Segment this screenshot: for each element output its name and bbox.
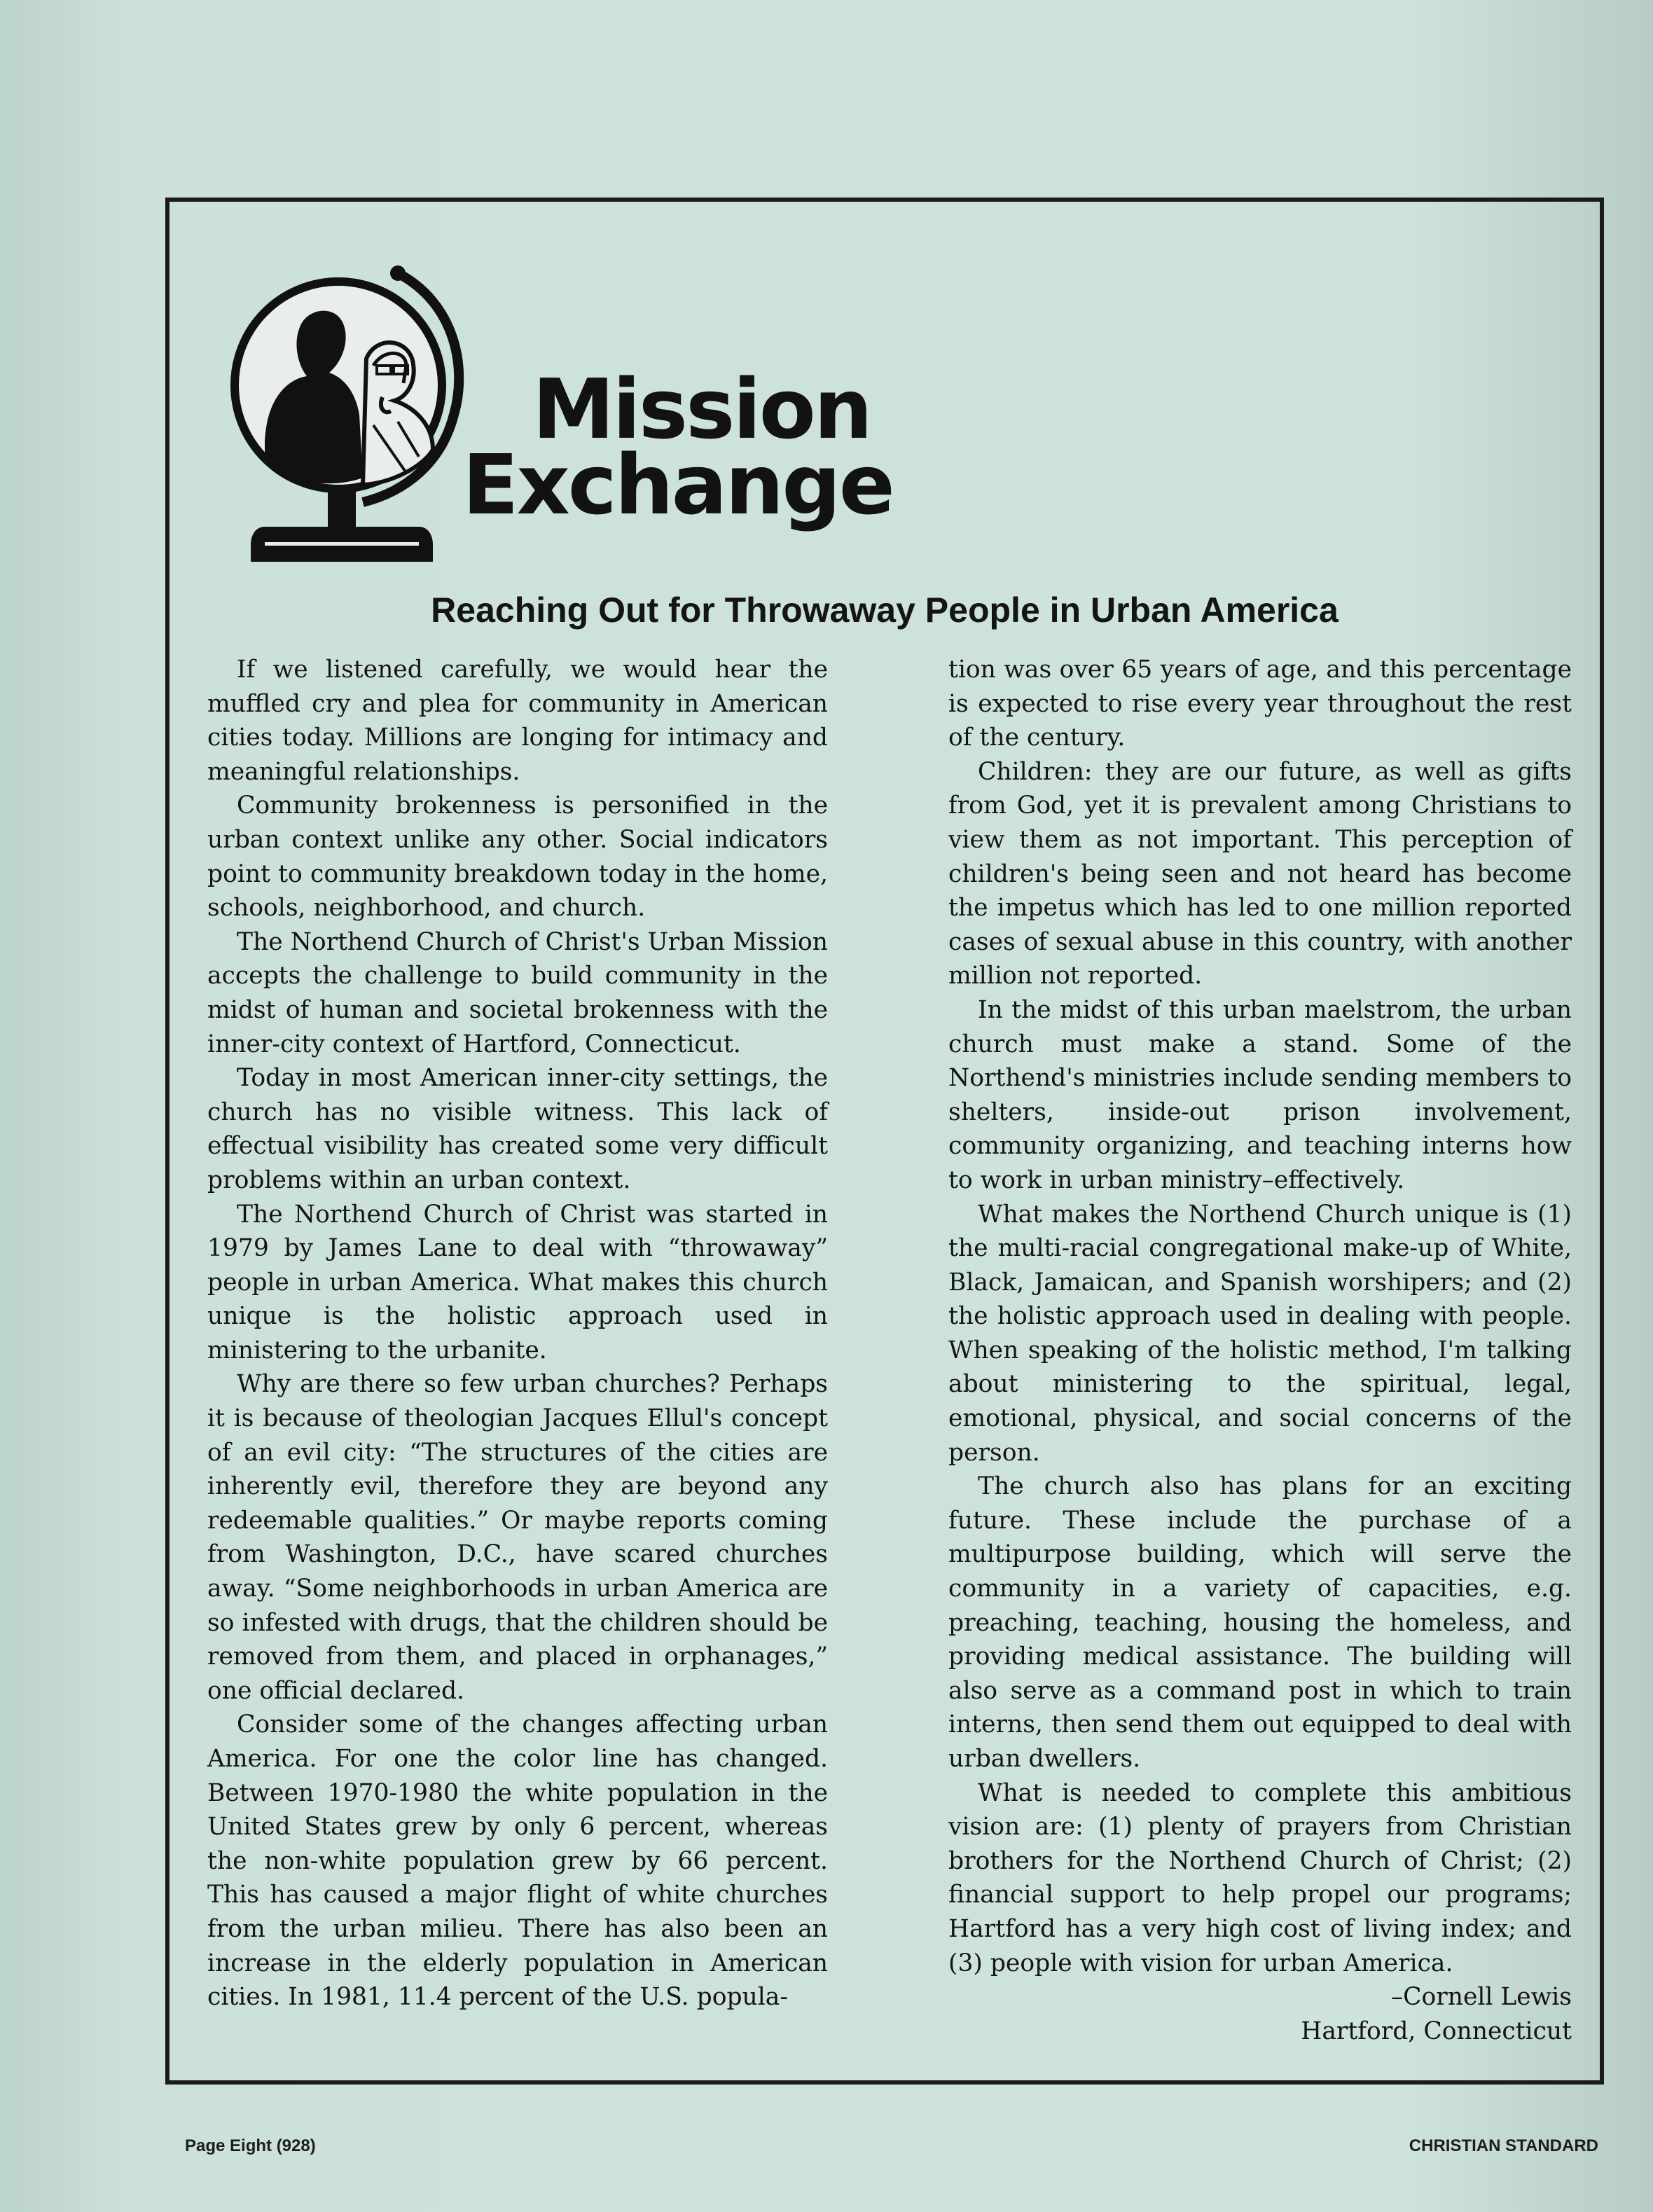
paragraph: What makes the Northend Church unique is (1) the multi-racial congregational make-up of White, Black, Jamaican, and Spanish worshipers; and (2) the holistic approach used in dealing with people. When speaking of the holistic method, I'm talking about ministering to the spiritual, legal, emotional, physical, and social concerns of the person.: [948, 1200, 1572, 1467]
paragraph: Community brokenness is personified in the urban context unlike any other. Social indicators point to community breakdown today in the home, schools, neighborhood, and church.: [207, 792, 828, 922]
masthead-line-2: Exchange: [462, 436, 893, 533]
paragraph: Consider some of the changes affecting urban America. For one the color line has changed. Between 1970-1980 the white population in the United States grew by only 6 percent, whereas the non-white population grew by 66 percent. This has caused a major flight of white churches from the urban milieu. There has also been an increase in the elderly population in American cities. In 1981, 11.4 percent of the U.S. popula-: [207, 1710, 828, 2012]
publication-name-footer: CHRISTIAN STANDARD: [1409, 2136, 1598, 2155]
article-right-column: [948, 653, 1572, 2048]
paragraph: The Northend Church of Christ was started in 1979 by James Lane to deal with “throwaway” people in urban America. What makes this church unique is the holistic approach used in ministering to the urbanite.: [207, 1200, 828, 1364]
paragraph-continuation: tion was over 65 years of age, and this percentage is expected to rise every year throughout the rest of the century.: [948, 656, 1572, 752]
paragraph: Children: they are our future, as well as gifts from God, yet it is prevalent among Christians to view them as not important. This perception of children's being seen and not heard has become the impetus which has led to one million reported cases of sexual abuse in this country, with another million not reported.: [948, 757, 1572, 990]
article-left-column: [207, 653, 828, 2014]
globe-with-two-men-logo: [223, 261, 475, 576]
paragraph: Why are there so few urban churches? Perhaps it is because of theologian Jacques Ellul's concept of an evil city: “The structures of the cities are inherently evil, therefore they are beyond any redeemable qualities.” Or maybe reports coming from Washington, D.C., have scared churches away. “Some neighborhoods in urban America are so infested with drugs, that the children should be removed from them, and placed in orphanages,” one official declared.: [207, 1370, 828, 1705]
paragraph: Today in most American inner-city settings, the church has no visible witness. This lack of effectual visibility has created some very difficult problems within an urban context.: [207, 1064, 828, 1194]
paragraph: The church also has plans for an exciting future. These include the purchase of a multipurpose building, which will serve the community in a variety of capacities, e.g. preaching, teaching, housing the homeless, and providing medical assistance. The building will also serve as a command post in which to train interns, then send them out equipped to deal with urban dwellers.: [948, 1472, 1572, 1773]
article-headline: Reaching Out for Throwaway People in Urban America: [431, 590, 1339, 630]
section-masthead: [462, 361, 893, 533]
masthead-line-1: Mission: [532, 361, 871, 457]
paragraph: The Northend Church of Christ's Urban Mission accepts the challenge to build community in the midst of human and societal brokenness with the inner-city context of Hartford, Connecticut.: [207, 927, 828, 1058]
author-location: Hartford, Connecticut: [1301, 2017, 1572, 2045]
paragraph: In the midst of this urban maelstrom, the urban church must make a stand. Some of the Northend's ministries include sending members to shelters, inside-out prison involvement, community organizing, and teaching interns how to work in urban ministry–effectively.: [948, 995, 1572, 1194]
author-signature: –Cornell Lewis: [1390, 1983, 1572, 2012]
paragraph: If we listened carefully, we would hear the muffled cry and plea for community in American cities today. Millions are longing for intimacy and meaningful relationships.: [207, 656, 828, 786]
page-number-footer: Page Eight (928): [185, 2136, 316, 2155]
paragraph: What is needed to complete this ambitious vision are: (1) plenty of prayers from Christian brothers for the Northend Church of Christ; (2) financial support to help propel our programs; Hartford has a very high cost of living index; and (3) people with vision for urban America.: [948, 1778, 1572, 1977]
